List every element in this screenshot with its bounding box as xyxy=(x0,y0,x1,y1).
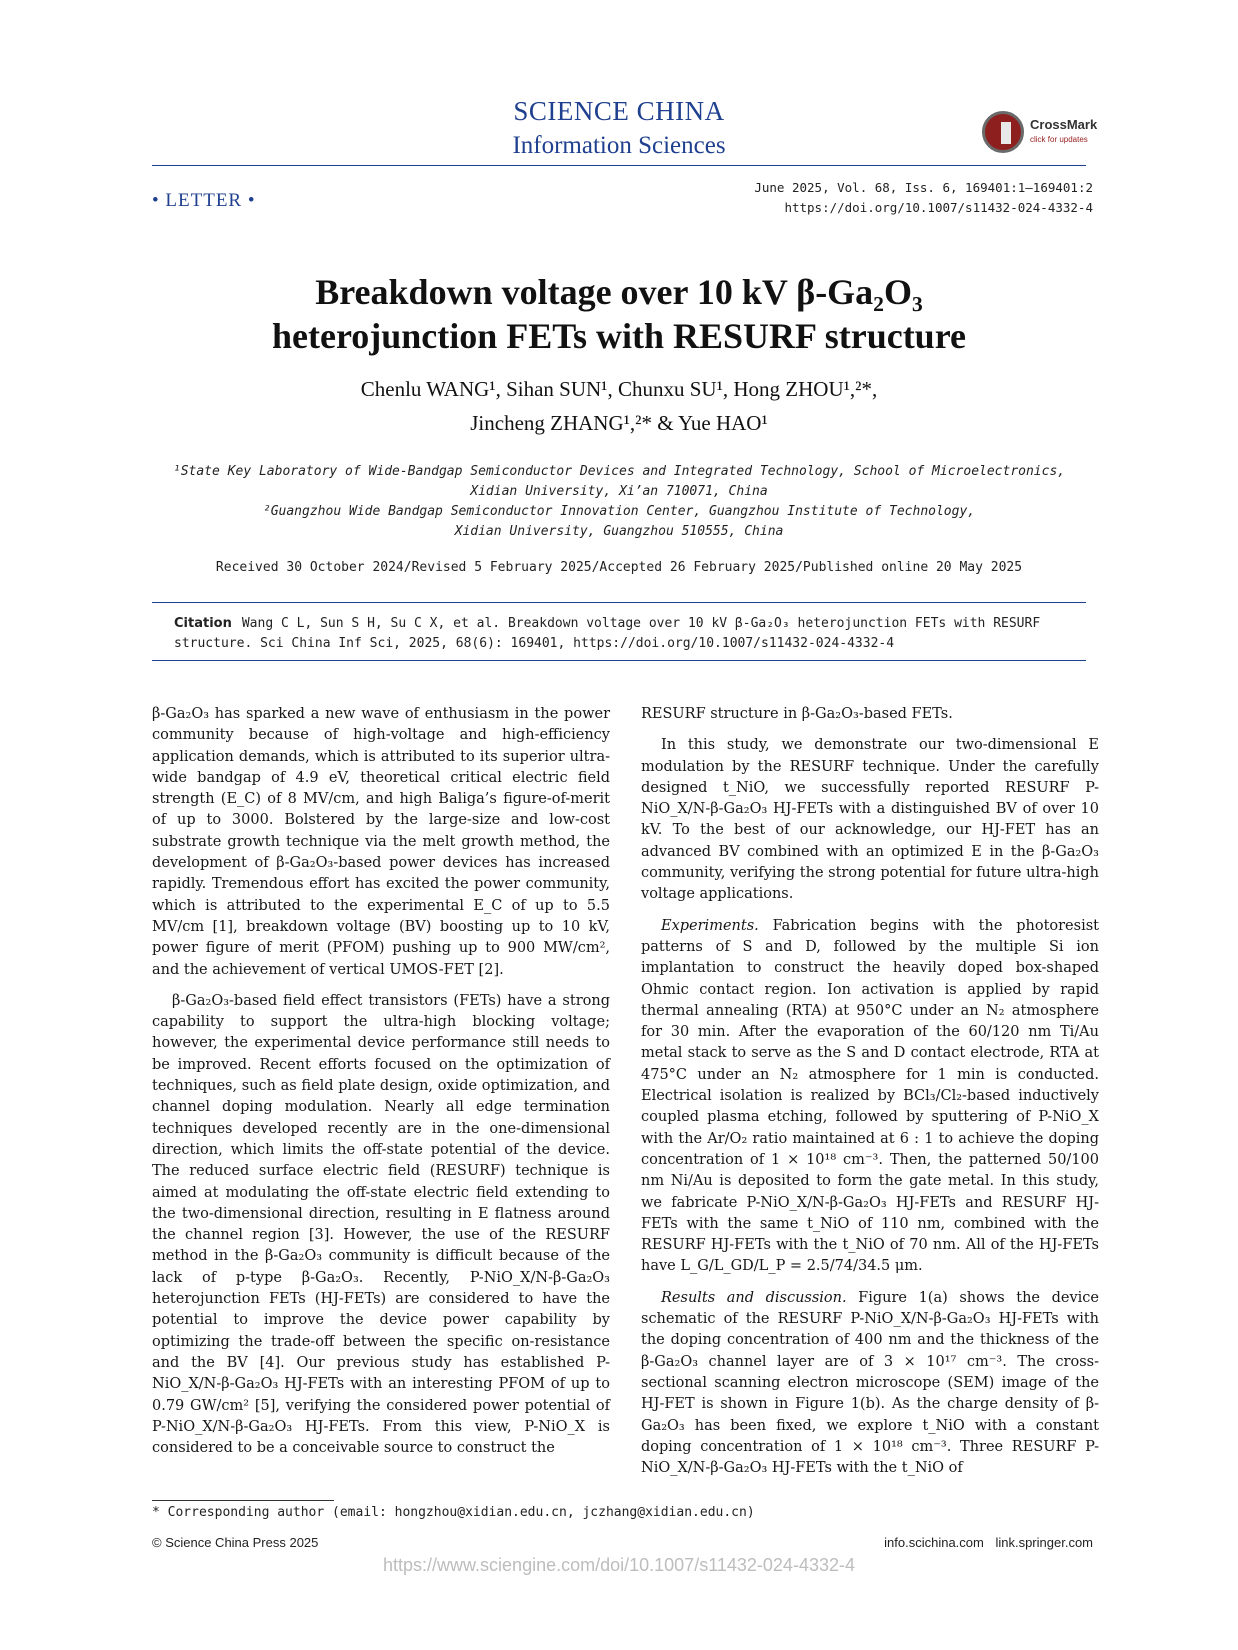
journal-subtitle: Information Sciences xyxy=(512,132,726,159)
affiliation-line: ¹State Key Laboratory of Wide-Bandgap Semiconductor Devices and Integrated Technology, School of Microelectronics, xyxy=(172,464,1066,479)
volume-info: June 2025, Vol. 68, Iss. 6, 169401:1–169401:2 xyxy=(754,180,1093,195)
citation-text: Wang C L, Sun S H, Su C X, et al. Breakdown voltage over 10 kV β-Ga₂O₃ heterojunction FETs with RESURF structure. Sci China Inf Sci, 2025, 68(6): 169401, https://doi.org/10.1007/s11432-024-4332-4 xyxy=(174,616,1041,651)
body-column-left xyxy=(152,704,610,1469)
paragraph-text: Fabrication begins with the photoresist patterns of S and D, followed by the multiple Si ion implantation to construct the heavily doped box-shaped Ohmic contact region. Ion activation is applied by rapid thermal annealing (RTA) at 950°C under an N₂ atmosphere for 30 min. After the evaporation of the 60/120 nm Ti/Au metal stack to serve as the S and D contact electrode, RTA at 475°C under an N₂ atmosphere for 1 min is conducted. Electrical isolation is realized by BCl₃/Cl₂-based inductively coupled plasma etching, followed by sputtering of P-NiO_X with the Ar/O₂ ratio maintained at 6 : 1 to achieve the doping concentration of 1 × 10¹⁸ cm⁻³. Then, the patterned 50/100 nm Ni/Au is deposited to form the gate metal. In this study, we fabricate P-NiO_X/N-β-Ga₂O₃ HJ-FETs and RESURF HJ-FETs with the same t_NiO of 110 nm, combined with the RESURF HJ-FETs with the t_NiO of 70 nm. All of the HJ-FETs have L_G/L_GD/L_P = 2.5/74/34.5 μm. xyxy=(641,917,1099,1275)
citation-top-rule xyxy=(152,602,1086,603)
author-list xyxy=(0,372,1238,440)
body-paragraph: β-Ga₂O₃-based field effect transistors (FETs) have a strong capability to support the ultra-high blocking voltage; however, the experimental device performance still needs to be improved. Recent efforts focused on the optimization of techniques, such as field plate design, oxide optimization, and channel doping modulation. Nearly all edge termination techniques developed recently are in the one-dimensional direction, which limits the off-state potential of the device. The reduced surface electric field (RESURF) technique is aimed at modulating the off-state electric field extending to the two-dimensional direction, resulting in E flatness around the channel region [3]. However, the use of the RESURF method in the β-Ga₂O₃ community is difficult because of the lack of p-type β-Ga₂O₃. Recently, P-NiO_X/N-β-Ga₂O₃ heterojunction FETs (HJ-FETs) are considered to have the potential to improve the device power capability by optimizing the trade-off between the specific on-resistance and the BV [4]. Our previous study has established P-NiO_X/N-β-Ga₂O₃ HJ-FETs with an interesting PFOM of up to 0.79 GW/cm² [5], verifying the considered power potential of P-NiO_X/N-β-Ga₂O₃ HJ-FETs. From this view, P-NiO_X is considered to be a conceivable source to construct the xyxy=(152,992,610,1457)
section-heading: Experiments. xyxy=(661,917,759,934)
affiliation-line: Xidian University, Guangzhou 510555, China xyxy=(454,524,784,539)
title-line-1: Breakdown voltage over 10 kV β-Ga₂O₃ xyxy=(315,272,923,312)
doi-link[interactable]: https://doi.org/10.1007/s11432-024-4332-4 xyxy=(784,200,1093,215)
section-heading: Results and discussion. xyxy=(661,1289,847,1306)
copyright: © Science China Press 2025 xyxy=(152,1535,319,1550)
publication-info xyxy=(754,178,1093,218)
received-dates: Received 30 October 2024/Revised 5 February 2025/Accepted 26 February 2025/Published online 20 May 2025 xyxy=(215,560,1023,575)
watermark-url: https://www.sciengine.com/doi/10.1007/s11432-024-4332-4 xyxy=(383,1555,855,1575)
footnote-rule xyxy=(152,1500,334,1501)
body-paragraph: RESURF structure in β-Ga₂O₃-based FETs. xyxy=(641,706,953,722)
authors-line-1: Chenlu WANG¹, Sihan SUN¹, Chunxu SU¹, Hong ZHOU¹,²*, xyxy=(360,377,878,401)
article-type: • LETTER • xyxy=(152,190,256,211)
authors-line-2: Jincheng ZHANG¹,²* & Yue HAO¹ xyxy=(470,411,768,435)
corresponding-author-footnote: * Corresponding author (email: hongzhou@xidian.edu.cn, jczhang@xidian.edu.cn) xyxy=(152,1505,755,1520)
citation-bottom-rule xyxy=(152,660,1086,661)
journal-title: SCIENCE CHINA xyxy=(513,96,725,126)
crossmark-label: CrossMark xyxy=(1030,117,1098,132)
crossmark-icon xyxy=(982,111,1024,153)
affiliation-line: Xidian University, Xi’an 710071, China xyxy=(470,484,768,499)
body-column-right xyxy=(641,704,1099,1489)
citation-box xyxy=(174,614,1080,654)
body-paragraph: In this study, we demonstrate our two-dimensional E modulation by the RESURF technique. Under the carefully designed t_NiO, we successfully reported RESURF P-NiO_X/N-β-Ga₂O₃ HJ-FETs with a distinguished BV of over 10 kV. To the best of our acknowledge, our HJ-FET has an advanced BV combined with an optimized E in the β-Ga₂O₃ community, verifying the strong potential for future ultra-high voltage applications. xyxy=(641,737,1099,903)
crossmark-badge[interactable] xyxy=(982,111,1106,159)
footer-links[interactable]: info.scichina.com link.springer.com xyxy=(884,1535,1093,1550)
title-line-2: heterojunction FETs with RESURF structure xyxy=(271,316,967,356)
body-paragraph xyxy=(641,916,1099,1278)
body-paragraph: β-Ga₂O₃ has sparked a new wave of enthusiasm in the power community because of high-voltage and high-efficiency application demands, which is attributed to its superior ultra-wide bandgap of 4.9 eV, theoretical critical electric field strength (E_C) of 8 MV/cm, and high Baliga’s figure-of-merit of up to 3000. Bolstered by the large-size and low-cost substrate growth technique via the melt growth method, the development of β-Ga₂O₃-based power devices has increased rapidly. Tremendous effort has excited the power community, which is attributed to the experimental E_C of up to 5.5 MV/cm [1], breakdown voltage (BV) boosting up to 10 kV, power figure of merit (PFOM) pushing up to 900 MW/cm², and the achievement of vertical UMOS-FET [2]. xyxy=(152,706,610,978)
crossmark-sublabel: click for updates xyxy=(1030,135,1088,144)
header-rule xyxy=(152,165,1086,166)
paper-title xyxy=(0,270,1238,358)
body-paragraph xyxy=(641,1288,1099,1480)
paragraph-text: Figure 1(a) shows the device schematic of the RESURF P-NiO_X/N-β-Ga₂O₃ HJ-FETs with the doping concentration of 400 nm and the thickness of the β-Ga₂O₃ channel layer are of 3 × 10¹⁷ cm⁻³. The cross-sectional scanning electron microscope (SEM) image of the HJ-FET is shown in Figure 1(b). As the charge density of β-Ga₂O₃ has been fixed, we explore t_NiO with a constant doping concentration of 1 × 10¹⁸ cm⁻³. Three RESURF P-NiO_X/N-β-Ga₂O₃ HJ-FETs with the t_NiO of xyxy=(641,1289,1099,1477)
affiliations xyxy=(0,462,1238,542)
citation-label: Citation xyxy=(174,616,232,631)
affiliation-line: ²Guangzhou Wide Bandgap Semiconductor Innovation Center, Guangzhou Institute of Technology, xyxy=(262,504,976,519)
